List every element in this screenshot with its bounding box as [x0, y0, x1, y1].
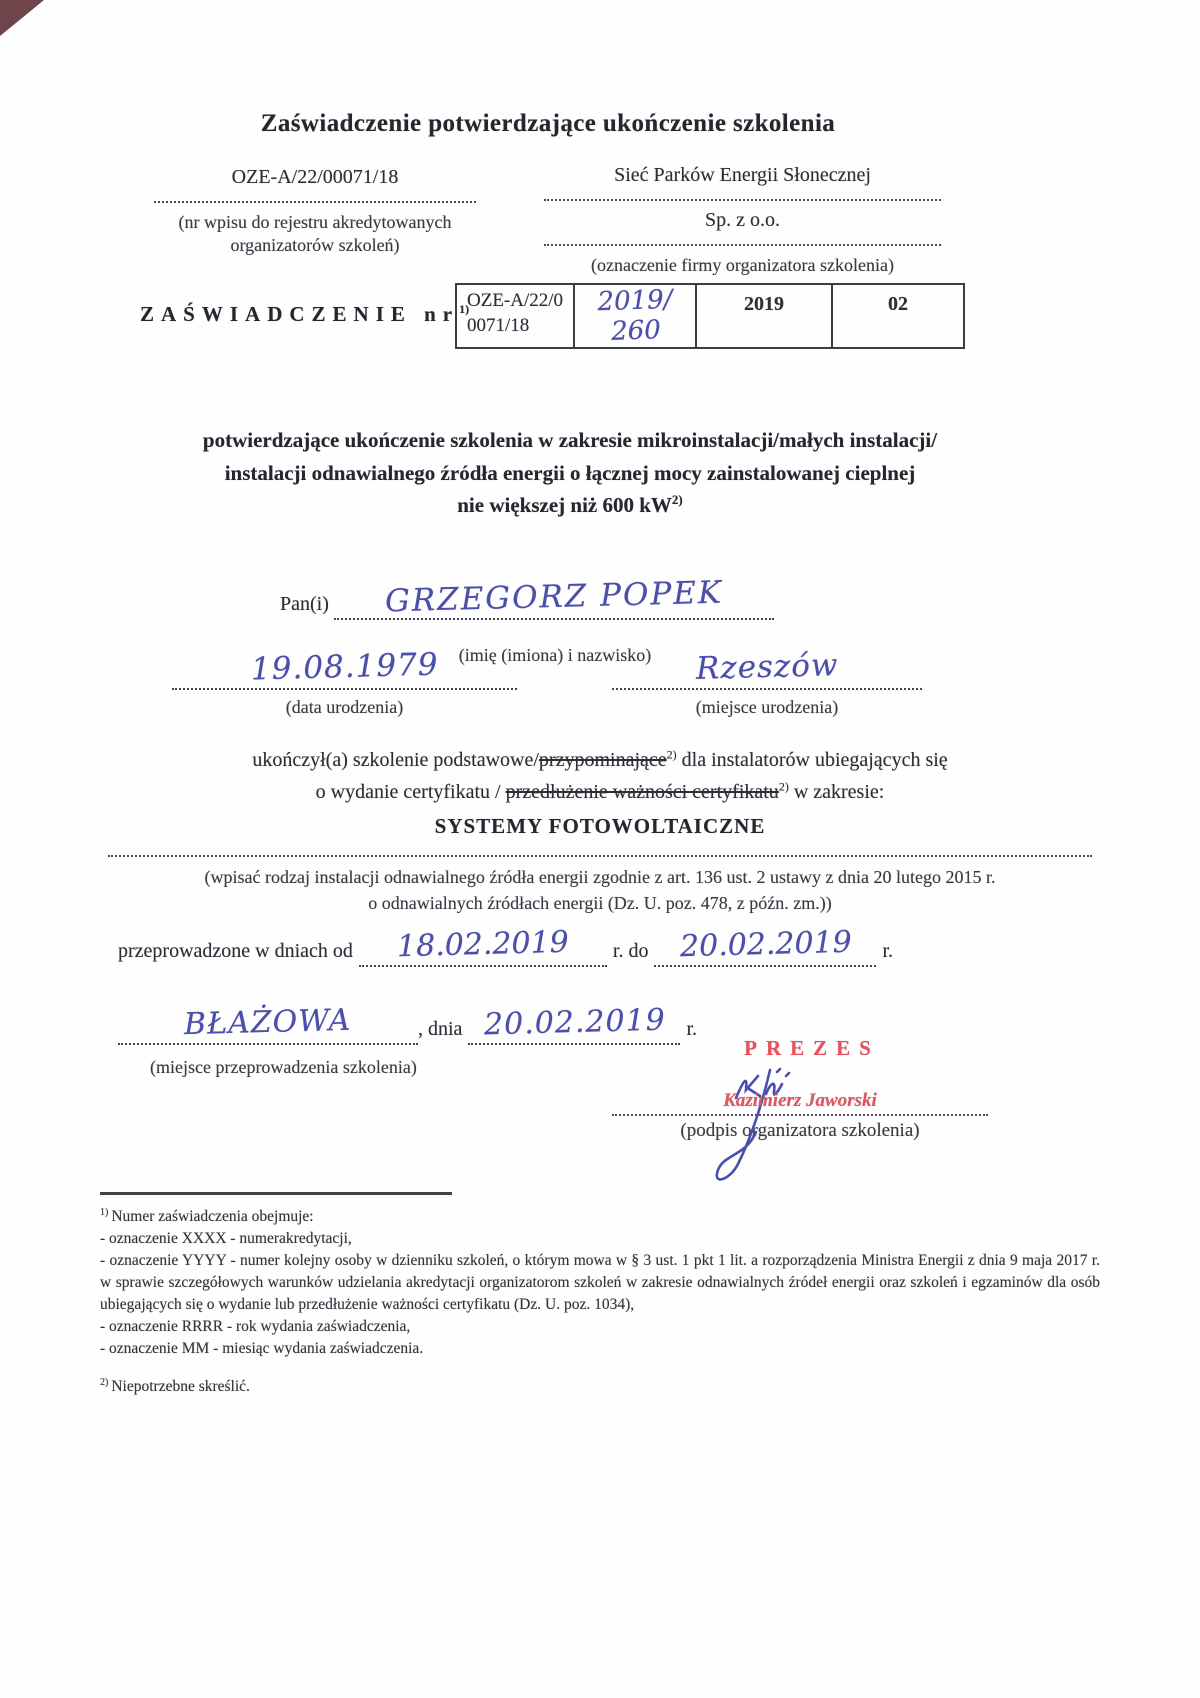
- prezes-stamp: PREZES: [744, 1036, 880, 1060]
- registry-dotted-line: [154, 199, 476, 203]
- installation-type-dotted-line: [108, 853, 1092, 857]
- signatory-name-stamp: Kazimierz Jaworski: [723, 1090, 877, 1111]
- installation-type-value: SYSTEMY FOTOWOLTAICZNE: [434, 814, 766, 838]
- footnote-1-item1: - oznaczenie XXXX - numerakredytacji,: [100, 1230, 352, 1248]
- organizer-dotted-line-2: [544, 242, 941, 246]
- sequence-handwritten: [596, 284, 673, 348]
- footnote-1-ref: 1): [100, 1207, 109, 1218]
- signature-block: [600, 1060, 1000, 1142]
- certificate-number-label-text: ZAŚWIADCZENIE nr: [140, 302, 460, 326]
- registry-number: OZE-A/22/00071/18: [231, 166, 399, 188]
- footnote-separator: [100, 1192, 452, 1195]
- birth-place-block: [612, 647, 922, 719]
- date-to-field: [654, 924, 876, 967]
- birth-date-caption: (data urodzenia): [285, 697, 404, 717]
- footnote-ref-2: 2): [671, 492, 683, 508]
- sequence-line2: 260: [610, 315, 661, 347]
- completion-statement: [100, 744, 1100, 808]
- trainee-name-field: [334, 574, 774, 620]
- organizer-dotted-line-1: [544, 197, 941, 201]
- birth-date-handwritten: 19.08.1979: [250, 646, 439, 688]
- completion-part4: w zakresie:: [788, 781, 885, 803]
- registry-caption-line1: (nr wpisu do rejestru akredytowanych: [178, 212, 452, 232]
- issue-place-line: [118, 1002, 697, 1045]
- footnote-1-intro-text: Numer zaświadczenia obejmuje:: [111, 1208, 314, 1226]
- certificate-number-row: [456, 284, 964, 348]
- completion-struck-refresher: przypominające: [538, 749, 667, 771]
- document-title: Zaświadczenie potwierdzające ukończenie szkolenia: [260, 110, 836, 137]
- birth-place-field: [612, 647, 922, 690]
- scope-line1: potwierdzające ukończenie szkolenia w zakresie mikroinstalacji/małych instalacji/: [202, 428, 938, 452]
- issue-date-handwritten: 20.02.2019: [483, 1002, 666, 1043]
- footnote-2-ref: 2): [100, 1377, 109, 1389]
- footnote-ref-4: 2): [778, 779, 789, 794]
- salutation-label: Pan(i): [280, 593, 329, 615]
- birth-date-block: [172, 646, 517, 719]
- birth-place-caption: (miejsce urodzenia): [695, 697, 839, 717]
- certificate-number-table: [455, 283, 965, 349]
- organizer-block: [540, 164, 945, 277]
- dates-suffix: r.: [882, 940, 894, 962]
- date-to-handwritten: 20.02.2019: [679, 924, 852, 965]
- issue-date-field: [468, 1002, 680, 1045]
- trainee-name-handwritten: GRZEGORZ POPEK: [384, 574, 724, 620]
- dates-prefix: przeprowadzone w dniach od: [118, 940, 353, 962]
- year-cell: 2019: [696, 284, 832, 348]
- issue-place-field: [118, 1002, 418, 1045]
- completion-struck-extension: przedłużenie ważności certyfikatu: [505, 781, 779, 803]
- month-cell: 02: [832, 284, 964, 348]
- scope-line2: instalacji odnawialnego źródła energii o łącznej mocy zainstalowanej cieplnej: [224, 460, 916, 485]
- issue-place-caption: (miejsce przeprowadzenia szkolenia): [150, 1057, 417, 1077]
- trainee-name-row: [280, 574, 774, 620]
- sequence-line1: 2019/: [596, 284, 673, 318]
- dates-middle: r. do: [612, 940, 649, 962]
- installation-caption-line1: (wpisać rodzaj instalacji odnawialnego źródła energii zgodnie z art. 136 ust. 2 ustawy z dnia 20 lutego 2015 r.: [204, 867, 996, 887]
- organizer-legal-form: Sp. z o.o.: [705, 209, 780, 231]
- training-dates-line: [118, 924, 894, 967]
- date-from-field: [359, 924, 607, 967]
- scan-corner-artifact: [0, 0, 44, 36]
- signature-caption: (podpis organizatora szkolenia): [680, 1120, 920, 1141]
- signature-dots: [777, 1069, 789, 1076]
- issue-date-label: , dnia: [418, 1018, 463, 1040]
- registry-block: [150, 166, 480, 256]
- date-from-handwritten: 18.02.2019: [396, 924, 570, 965]
- birth-place-handwritten: Rzeszów: [695, 647, 839, 687]
- organizer-name: Sieć Parków Energii Słonecznej: [614, 164, 871, 186]
- footnote-ref-1: 1): [459, 302, 470, 316]
- installation-type-caption: [100, 864, 1100, 916]
- footnotes: [100, 1206, 1100, 1398]
- birth-date-field: [172, 646, 517, 690]
- footnote-2-text: Niepotrzebne skreślić.: [111, 1378, 250, 1396]
- footnote-1-item3: - oznaczenie RRRR - rok wydania zaświadczenia,: [100, 1318, 411, 1336]
- registry-caption-line2: organizatorów szkoleń): [230, 234, 400, 255]
- footnote-1-item4: - oznaczenie MM - miesiąc wydania zaświadczenia.: [100, 1340, 424, 1358]
- completion-part2: dla instalatorów ubiegających się: [676, 749, 948, 771]
- footnote-1-intro: [100, 1206, 1100, 1228]
- issue-date-suffix: r.: [686, 1018, 697, 1040]
- footnote-2: [100, 1376, 1100, 1398]
- footnote-ref-3: 2): [666, 747, 677, 762]
- footnote-1-item2: - oznaczenie YYYY - numer kolejny osoby w dzienniku szkoleń, o którym mowa w § 3 ust. 1 pkt 1 lit. a rozporządzenia Ministra Energii z dnia 9 maja 2017 r. w sprawie szczegółowych warunków udzielania akredytacji organizatorom szkoleń w zakresie odnawialnych źródeł energii oraz szkoleń i egzaminów dla osób ubiegających się o wydanie lub przedłużenie ważności certyfikatu (Dz. U. poz. 1034),: [100, 1252, 1100, 1314]
- certificate-number-label: [140, 302, 469, 327]
- scope-line3: nie większej niż 600 kW: [457, 493, 672, 518]
- accreditation-number-cell: OZE-A/22/00071/18: [456, 284, 574, 348]
- sequence-number-cell: [574, 284, 696, 348]
- trainee-name-caption: (imię (imiona) i nazwisko): [458, 645, 652, 665]
- signature-dotted-line: [612, 1112, 988, 1116]
- completion-part1: ukończył(a) szkolenie podstawowe/: [252, 749, 539, 771]
- scope-statement: [50, 424, 1090, 522]
- organizer-caption: (oznaczenie firmy organizatora szkolenia): [590, 255, 894, 275]
- issue-place-handwritten: BŁAŻOWA: [183, 1002, 353, 1043]
- installation-caption-line2: o odnawialnych źródłach energii (Dz. U. poz. 478, z późn. zm.)): [368, 893, 832, 914]
- completion-part3: o wydanie certyfikatu /: [315, 781, 506, 803]
